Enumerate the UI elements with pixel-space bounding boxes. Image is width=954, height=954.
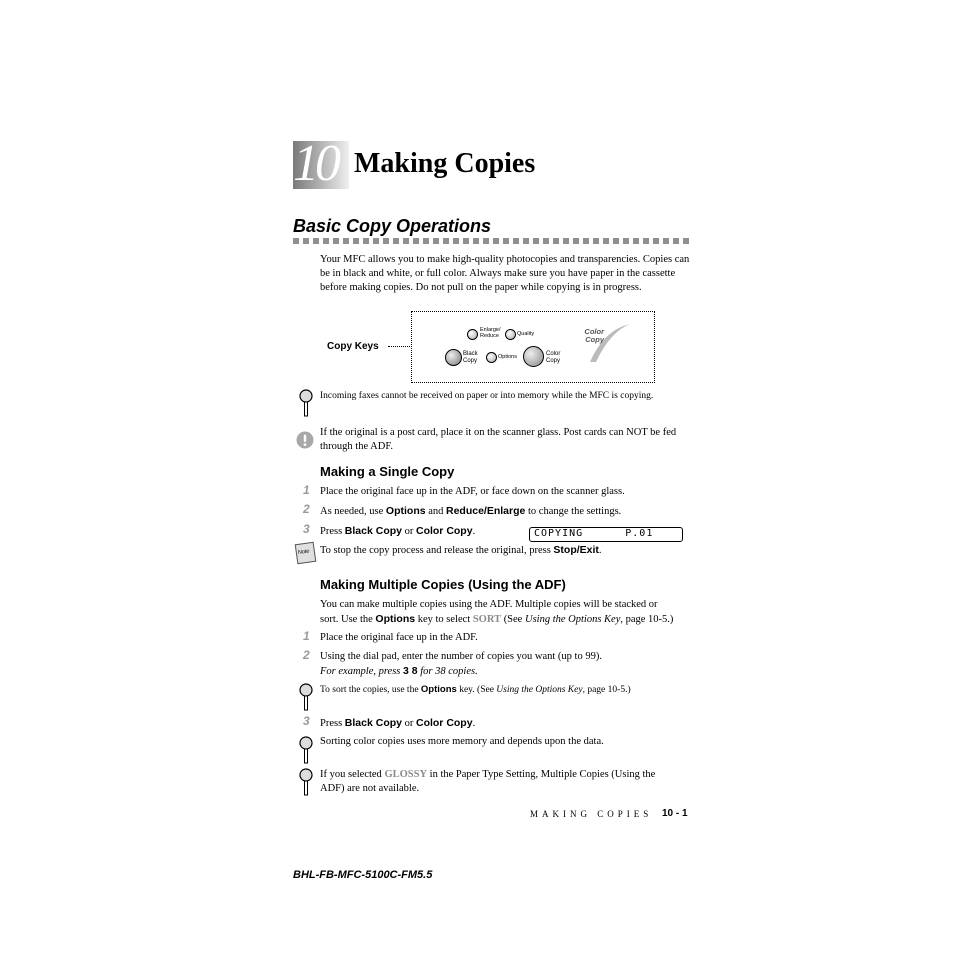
multi-intro-line-1: You can make multiple copies using the ADF. Multiple copies will be stacked or [320, 599, 658, 610]
single-step-2-number: 2 [303, 502, 310, 516]
note-postcard: If the original is a post card, place it on the scanner glass. Post cards can NOT be fed through the ADF. [320, 427, 677, 452]
note-badge-icon: Note [295, 542, 317, 564]
multi-copy-heading: Making Multiple Copies (Using the ADF) [320, 577, 566, 592]
multi-memory-note: Sorting color copies uses more memory and depends upon the data. [320, 736, 604, 747]
quality-label: Quality [517, 331, 535, 337]
dotted-rule [293, 238, 689, 244]
document-id: BHL-FB-MFC-5100C-FM5.5 [293, 869, 433, 881]
single-step-1-text: Place the original face up in the ADF, or face down on the scanner glass. [320, 486, 625, 497]
single-stop-note: To stop the copy process and release the original, press Stop/Exit. [320, 544, 602, 556]
color-copy-button-icon [523, 346, 544, 367]
multi-step-2-text: Using the dial pad, enter the number of copies you want (up to 99). [320, 651, 602, 662]
multi-step-1-text: Place the original face up in the ADF. [320, 632, 478, 643]
chapter-title: Making Copies [354, 148, 536, 179]
options-button-icon [486, 352, 497, 363]
single-step-3-text: Press Black Copy or Color Copy. [320, 525, 476, 537]
single-step-1-number: 1 [303, 483, 310, 497]
intro-paragraph: Your MFC allows you to make high-quality photocopies and transparencies. Copies can be in black and white, or full color. Always make sure you have paper in the cassette before making copies. Do not pull on the paper while copying is in progress. [320, 254, 690, 293]
enlarge-reduce-label: Enlarge/ Reduce [480, 327, 501, 339]
chapter-number: 10 [293, 135, 337, 192]
black-copy-button-icon [445, 349, 462, 366]
pushpin-tip-icon [299, 768, 313, 796]
control-panel-illustration [411, 311, 655, 383]
multi-step-3-text: Press Black Copy or Color Copy. [320, 717, 476, 729]
section-title: Basic Copy Operations [293, 216, 492, 236]
quality-button-icon [505, 329, 516, 340]
multi-step-2-example: For example, press 3 8 for 38 copies. [320, 665, 478, 677]
warning-exclamation-icon [296, 431, 314, 449]
single-step-2-text: As needed, use Options and Reduce/Enlarge to change the settings. [320, 505, 622, 517]
single-step-3-number: 3 [303, 522, 310, 536]
multi-sort-tip: To sort the copies, use the Options key. (See Using the Options Key, page 10-5.) [320, 684, 631, 695]
running-head: MAKING COPIES [530, 809, 653, 819]
copy-keys-label: Copy Keys [327, 341, 379, 352]
multi-step-3-number: 3 [303, 714, 310, 728]
pushpin-tip-icon [299, 683, 313, 711]
enlarge-reduce-button-icon [467, 329, 478, 340]
multi-glossy-note-line-1: If you selected GLOSSY in the Paper Type Setting, Multiple Copies (Using the [320, 769, 656, 780]
pushpin-tip-icon [299, 736, 313, 764]
page-number: 10 - 1 [662, 808, 688, 819]
color-copy-label: Color Copy [546, 351, 561, 364]
multi-step-2-number: 2 [303, 648, 310, 662]
lcd-display: COPYING P.01 [529, 527, 683, 542]
multi-glossy-note-line-2: ADF) are not available. [320, 783, 420, 794]
leader-line [388, 346, 410, 347]
multi-intro-line-2: sort. Use the Options key to select SORT (See Using the Options Key, page 10-5.) [320, 613, 674, 625]
note-faxes: Incoming faxes cannot be received on paper or into memory while the MFC is copying. [320, 391, 654, 401]
color-copy-logo-text: Color Copy [584, 327, 604, 344]
pushpin-tip-icon [299, 389, 313, 417]
single-copy-heading: Making a Single Copy [320, 464, 455, 479]
black-copy-label: Black Copy [463, 351, 478, 364]
options-label: Options [498, 354, 517, 360]
multi-step-1-number: 1 [303, 629, 310, 643]
